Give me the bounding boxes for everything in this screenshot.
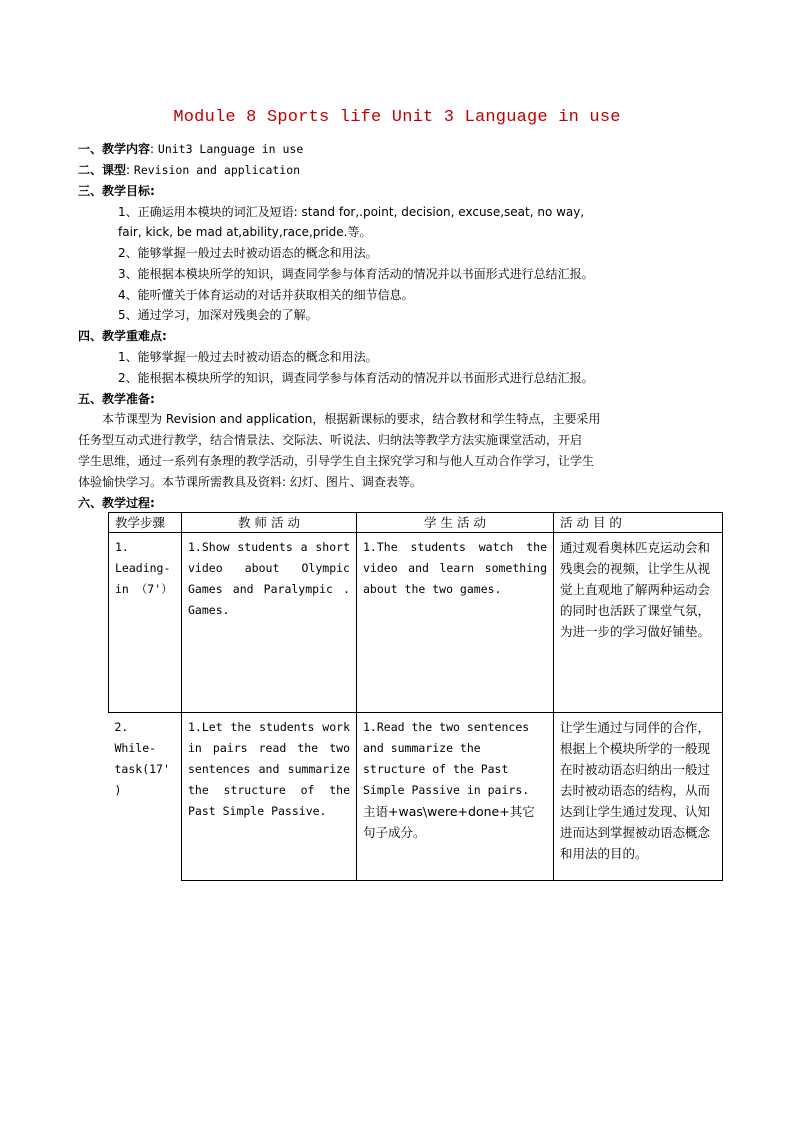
- section-content-heading: 一、教学内容: [78, 142, 151, 156]
- section-type-text: Revision and application: [133, 163, 301, 177]
- table-row: [109, 713, 723, 881]
- section-process-heading: 六、教学过程:: [78, 496, 155, 510]
- cell-student-text: 1.Read the two sentences and summarize the structure of the Past Simple Passive in pairs.: [363, 720, 530, 797]
- section-focus-heading: 四、教学重难点:: [78, 329, 167, 343]
- header-teacher: 教 师 活 动: [182, 513, 357, 533]
- table-row: [109, 533, 723, 713]
- focus-item: 2、能根据本模块所学的知识，调查同学参与体育活动的情况并以书面形式进行总结汇报。: [118, 371, 594, 385]
- section-process: [78, 493, 155, 513]
- goal-item: 5、通过学习，加深对残奥会的了解。: [118, 308, 318, 322]
- goal-item: 4、能听懂关于体育运动的对话并获取相关的细节信息。: [118, 288, 414, 302]
- section-goals-heading: 三、教学目标:: [78, 184, 155, 198]
- section-focus: [78, 326, 167, 346]
- cell-student-extra: 主语+was\were+done+其它句子成分。: [363, 804, 535, 840]
- cell-purpose: 通过观看奥林匹克运动会和残奥会的视频，让学生从视觉上直观地了解两种运动会的同时也活跃了课堂气氛，为进一步的学习做好铺垫。: [554, 533, 723, 713]
- header-purpose: 活 动 目 的: [554, 513, 723, 533]
- section-content-sep: :: [150, 142, 155, 156]
- header-student: 学 生 活 动: [357, 513, 554, 533]
- section-prep: [78, 389, 155, 409]
- table-header-row: [109, 513, 723, 533]
- cell-purpose: 让学生通过与同伴的合作，根据上个模块所学的一般现在时被动语态归纳出一般过去时被动语态的结构，从而达到让学生通过发现、认知进而达到掌握被动语态概念和用法的目的。: [554, 713, 723, 881]
- section-content-text: Unit3 Language in use: [157, 142, 304, 156]
- cell-teacher: 1.Show students a short video about Olympic Games and Paralympic . Games.: [182, 533, 357, 713]
- goal-item: 1、正确运用本模块的词汇及短语: stand for,.point, decision, excuse,seat, no way,: [118, 205, 585, 219]
- section-type-sep: :: [126, 163, 131, 177]
- cell-student: [357, 713, 554, 881]
- section-type: [78, 160, 300, 180]
- cell-step: 2. While-task(17' ): [109, 713, 182, 881]
- prep-line: 本节课型为 Revision and application，根据新课标的要求，结合教材和学生特点，主要采用: [102, 412, 601, 426]
- section-type-heading: 二、课型: [78, 163, 127, 177]
- focus-item: 1、能够掌握一般过去时被动语态的概念和用法。: [118, 350, 378, 364]
- cell-student: 1.The students watch the video and learn something about the two games.: [357, 533, 554, 713]
- prep-line: 体验愉快学习。本节课所需教具及资料: 幻灯、图片、调查表等。: [78, 475, 422, 489]
- cell-step: 1. Leading-in （7'）: [109, 533, 182, 713]
- prep-line: 学生思维，通过一系列有条理的教学活动，引导学生自主探究学习和与他人互动合作学习，让学生: [78, 454, 595, 468]
- process-table: [108, 512, 723, 881]
- section-goals: [78, 181, 155, 201]
- section-prep-heading: 五、教学准备:: [78, 392, 155, 406]
- section-content: [78, 139, 303, 159]
- header-step: 教学步骤: [109, 513, 182, 533]
- prep-line: 任务型互动式进行教学，结合情景法、交际法、听说法、归纳法等教学方法实施课堂活动，开启: [78, 433, 583, 447]
- cell-teacher: 1.Let the students work in pairs read the two sentences and summarize the structure of the Past Simple Passive.: [182, 713, 357, 881]
- goal-item: fair, kick, be mad at,ability,race,pride.等。: [118, 225, 372, 239]
- goal-item: 3、能根据本模块所学的知识，调查同学参与体育活动的情况并以书面形式进行总结汇报。: [118, 267, 594, 281]
- document-title: Module 8 Sports life Unit 3 Language in use: [173, 108, 621, 127]
- goal-item: 2、能够掌握一般过去时被动语态的概念和用法。: [118, 246, 378, 260]
